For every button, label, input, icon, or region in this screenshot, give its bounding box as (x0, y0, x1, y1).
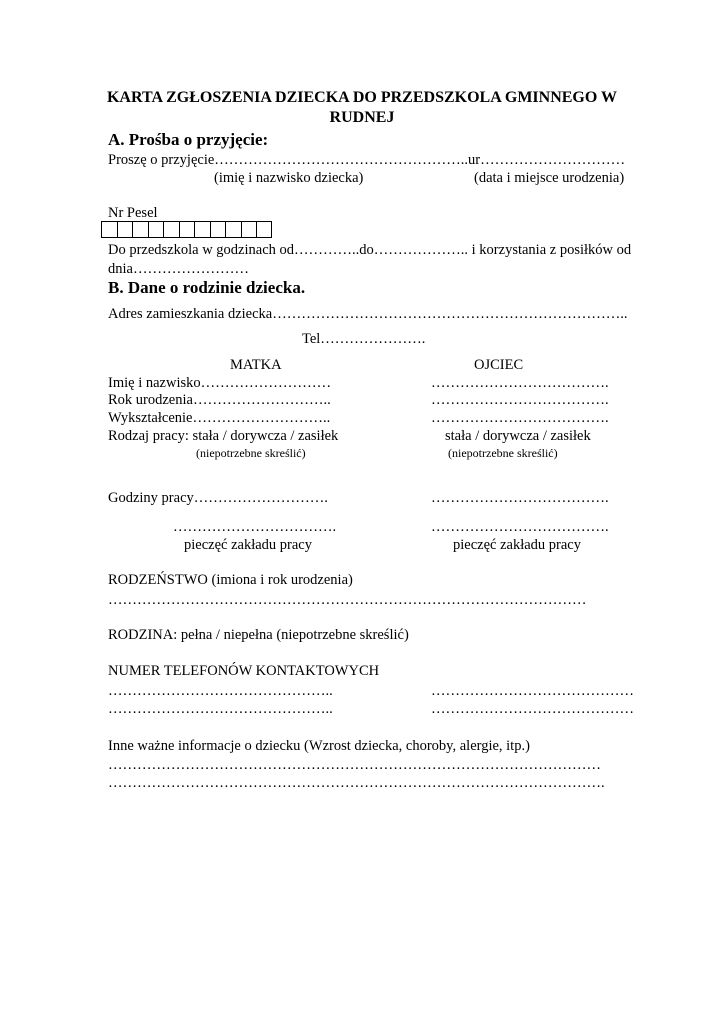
mother-birth-year-line: Rok urodzenia……………………….. (108, 392, 331, 408)
father-work-hours: ………………………………. (431, 490, 609, 506)
father-education-line: ………………………………. (431, 410, 609, 426)
pesel-digit-box (225, 221, 241, 238)
father-stamp-line: ………………………………. (431, 519, 609, 535)
other-info-line-2: …………………………………………………………………………………………. (108, 775, 605, 791)
address-line: Adres zamieszkania dziecka……………………………………………………………….. (108, 306, 628, 322)
mother-column-header: MATKA (230, 357, 282, 373)
father-column-header: OJCIEC (474, 357, 524, 373)
pesel-digit-box (179, 221, 195, 238)
mother-work-hours: Godziny pracy………………………. (108, 490, 328, 506)
pesel-digit-box (132, 221, 148, 238)
child-birth-hint: (data i miejsce urodzenia) (474, 170, 625, 186)
father-name-line: ………………………………. (431, 375, 609, 391)
pesel-digit-box (241, 221, 257, 238)
pesel-digit-box (148, 221, 164, 238)
phone-line-right-1: …………………………………… (431, 683, 634, 699)
father-work-type: stała / dorywcza / zasiłek (445, 428, 591, 444)
pesel-digit-box (256, 221, 272, 238)
section-b-heading: B. Dane o rodzinie dziecka. (108, 278, 306, 297)
phone-line-right-2: …………………………………… (431, 701, 634, 717)
phone-line-left-2: ……………………………………….. (108, 701, 333, 717)
form-title-line1: KARTA ZGŁOSZENIA DZIECKA DO PRZEDSZKOLA GMINNEGO W (106, 89, 618, 106)
pesel-digit-box (194, 221, 210, 238)
mother-strike-hint: (niepotrzebne skreślić) (196, 446, 306, 460)
meals-from-line: dnia…………………… (108, 261, 249, 277)
father-stamp-label: pieczęć zakładu pracy (453, 537, 581, 553)
mother-stamp-line: ……………………………. (173, 519, 337, 535)
section-a-heading: A. Prośba o przyjęcie: (108, 130, 269, 149)
tel-line: Tel…………………. (302, 331, 426, 347)
hours-line: Do przedszkola w godzinach od…………..do……………….. i korzystania z posiłków od (108, 242, 632, 258)
pesel-digit-box (163, 221, 179, 238)
phones-label: NUMER TELEFONÓW KONTAKTOWYCH (108, 663, 380, 679)
form-title-line2: RUDNEJ (329, 109, 395, 126)
mother-work-type: Rodzaj pracy: stała / dorywcza / zasiłek (108, 428, 339, 444)
siblings-label: RODZEŃSTWO (imiona i rok urodzenia) (108, 572, 353, 588)
child-name-hint: (imię i nazwisko dziecka) (214, 170, 364, 186)
mother-stamp-label: pieczęć zakładu pracy (184, 537, 312, 553)
family-label: RODZINA: pełna / niepełna (niepotrzebne skreślić) (108, 627, 409, 643)
pesel-digit-box (101, 221, 117, 238)
siblings-line: ……………………………………………………………………………………… (108, 592, 587, 608)
mother-education-line: Wykształcenie……………………….. (108, 410, 331, 426)
child-request-line: Proszę o przyjęcie……………………………………………..ur………………………… (108, 152, 626, 168)
pesel-digit-box (210, 221, 226, 238)
other-info-line-1: ………………………………………………………………………………………… (108, 757, 601, 773)
phone-line-left-1: ……………………………………….. (108, 683, 333, 699)
other-info-label: Inne ważne informacje o dziecku (Wzrost dziecka, choroby, alergie, itp.) (108, 738, 530, 754)
father-birth-year-line: ………………………………. (431, 392, 609, 408)
father-strike-hint: (niepotrzebne skreślić) (448, 446, 558, 460)
mother-name-line: Imię i nazwisko……………………… (108, 375, 332, 391)
pesel-label: Nr Pesel (108, 205, 158, 221)
pesel-digit-box (117, 221, 133, 238)
pesel-boxes (101, 221, 272, 238)
